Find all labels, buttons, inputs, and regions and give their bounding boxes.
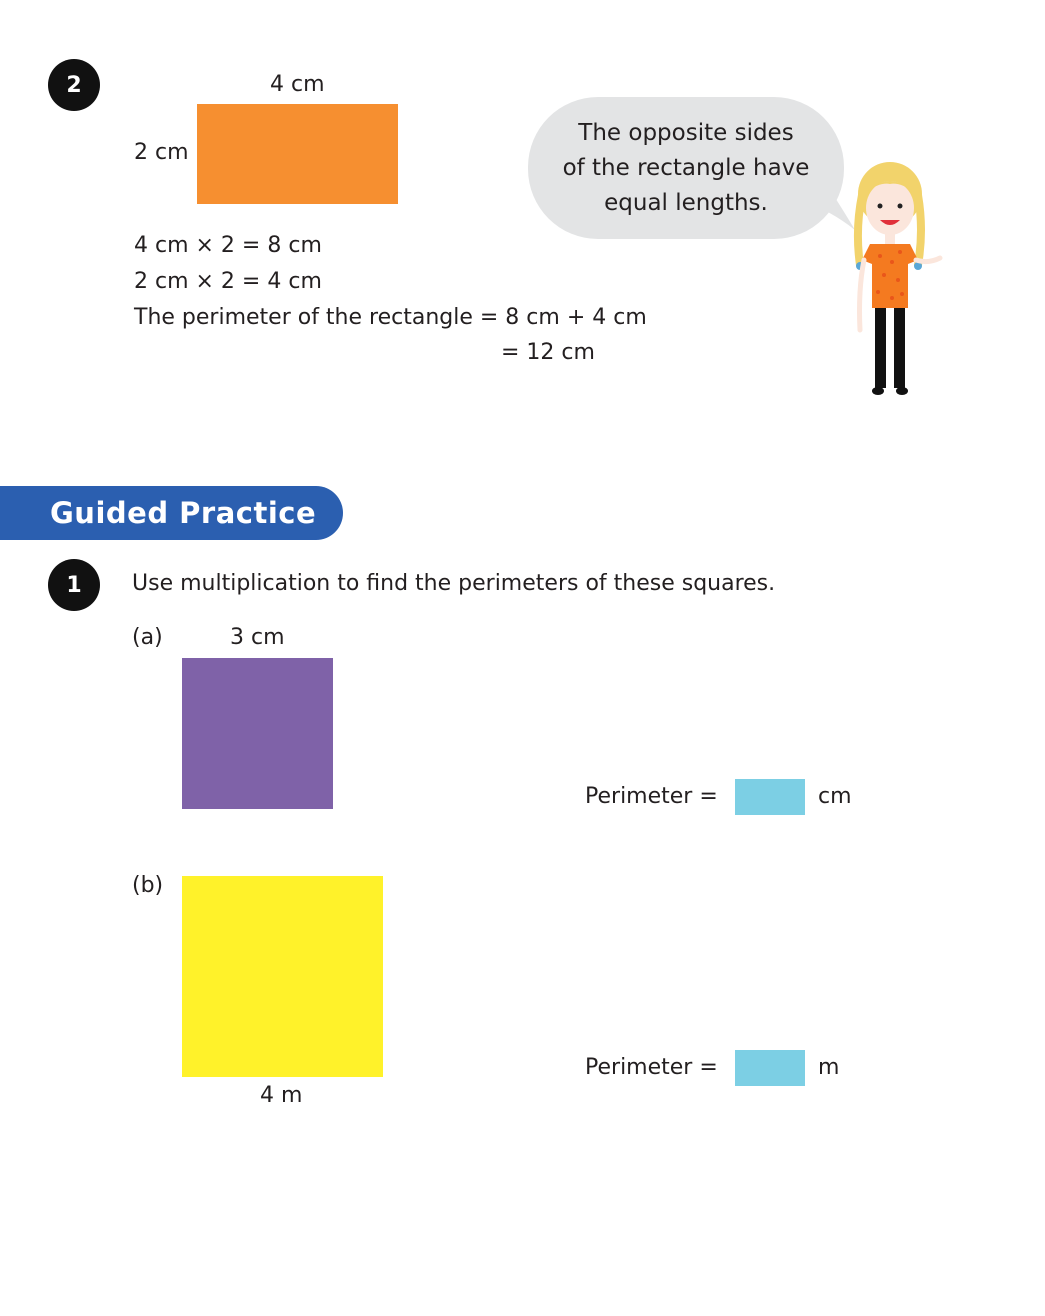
calc-line-4: = 12 cm: [501, 340, 595, 365]
part-a-perimeter-label: Perimeter =: [585, 784, 718, 809]
part-b-answer-box[interactable]: [735, 1050, 805, 1086]
part-a-unit: cm: [818, 784, 852, 809]
example-number-badge: 2: [48, 59, 100, 111]
part-b-perimeter-label: Perimeter =: [585, 1055, 718, 1080]
part-a-side-label: 3 cm: [230, 625, 285, 650]
yellow-square: [182, 876, 383, 1077]
speech-bubble-line-1: The opposite sides: [578, 119, 794, 146]
speech-bubble-line-3: equal lengths.: [604, 189, 768, 216]
question-number-badge: 1: [48, 559, 100, 611]
rectangle-side-label: 2 cm: [134, 140, 189, 165]
calc-line-1: 4 cm × 2 = 8 cm: [134, 233, 322, 258]
part-b-side-label: 4 m: [260, 1083, 303, 1108]
orange-rectangle: [197, 104, 398, 204]
guided-practice-banner: [0, 486, 343, 540]
girl-with-braids-icon: [840, 160, 950, 400]
speech-bubble-line-2: of the rectangle have: [562, 154, 810, 181]
calc-line-3: The perimeter of the rectangle = 8 cm + 4 cm: [134, 305, 647, 330]
part-b-unit: m: [818, 1055, 840, 1080]
part-a-label: (a): [132, 625, 163, 650]
part-b-label: (b): [132, 873, 164, 898]
calc-line-2: 2 cm × 2 = 4 cm: [134, 269, 322, 294]
purple-square: [182, 658, 333, 809]
rectangle-top-label: 4 cm: [270, 72, 325, 97]
guided-practice-title: Guided Practice: [50, 496, 317, 530]
speech-bubble: [528, 97, 844, 239]
question-text: Use multiplication to find the perimeters of these squares.: [132, 571, 776, 596]
part-a-answer-box[interactable]: [735, 779, 805, 815]
